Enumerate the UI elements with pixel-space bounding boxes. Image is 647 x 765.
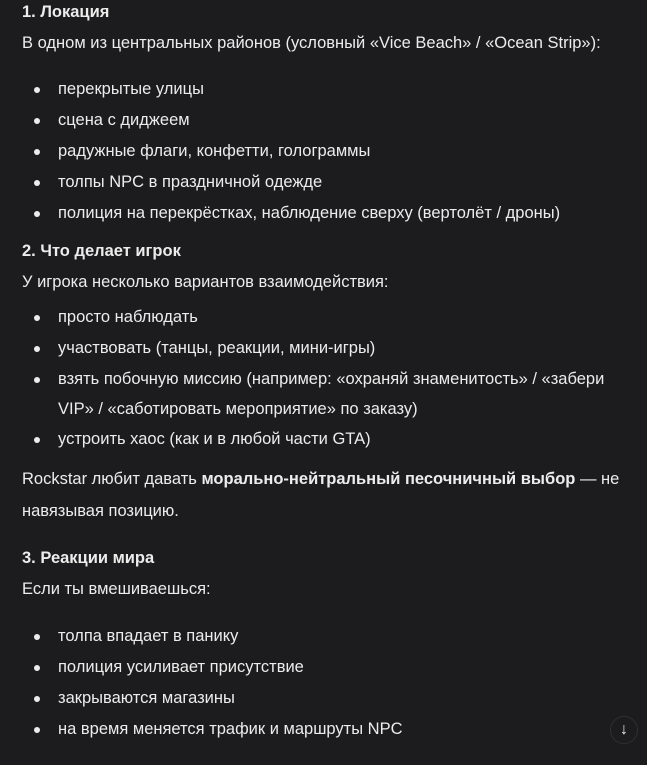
list-item: сцена с диджеем	[22, 105, 622, 136]
outro-bold: морально-нейтральный песочничный выбор	[201, 470, 576, 488]
outro-text: — не навязывая позицию.	[22, 470, 620, 520]
bullet-list	[22, 74, 622, 229]
bullet-list	[22, 302, 622, 455]
arrow-down-icon: ↓	[620, 721, 628, 738]
list-item: устроить хаос (как и в любой части GTA)	[22, 424, 622, 455]
outro-text: Rockstar любит давать	[22, 470, 202, 488]
list-item: взять побочную миссию (например: «охраняй знаменитость» / «забери VIP» / «саботировать мероприятие» по заказу)	[22, 364, 622, 424]
list-item: на время меняется трафик и маршруты NPC	[22, 714, 622, 745]
section-intro: Если ты вмешиваешься:	[22, 580, 211, 598]
section-intro: У игрока несколько вариантов взаимодействия:	[22, 273, 389, 291]
list-item: толпы NPC в праздничной одежде	[22, 167, 622, 198]
list-item: радужные флаги, конфетти, голограммы	[22, 136, 622, 167]
section-intro: В одном из центральных районов (условный «Vice Beach» / «Ocean Strip»):	[22, 34, 601, 52]
list-item: перекрытые улицы	[22, 74, 622, 105]
scroll-to-bottom-button[interactable]	[610, 716, 638, 744]
section-heading: 2. Что делает игрок	[22, 242, 181, 260]
list-item: просто наблюдать	[22, 302, 622, 333]
bullet-list	[22, 621, 622, 745]
list-item: полиция на перекрёстках, наблюдение сверху (вертолёт / дроны)	[22, 198, 622, 229]
assistant-message	[22, 0, 622, 745]
list-item: закрываются магазины	[22, 683, 622, 714]
section-outro	[22, 463, 622, 527]
list-item: толпа впадает в панику	[22, 621, 622, 652]
section-heading: 3. Реакции мира	[22, 549, 155, 567]
list-item: полиция усиливает присутствие	[22, 652, 622, 683]
list-item: участвовать (танцы, реакции, мини-игры)	[22, 333, 622, 364]
section-heading: 1. Локация	[22, 3, 110, 21]
